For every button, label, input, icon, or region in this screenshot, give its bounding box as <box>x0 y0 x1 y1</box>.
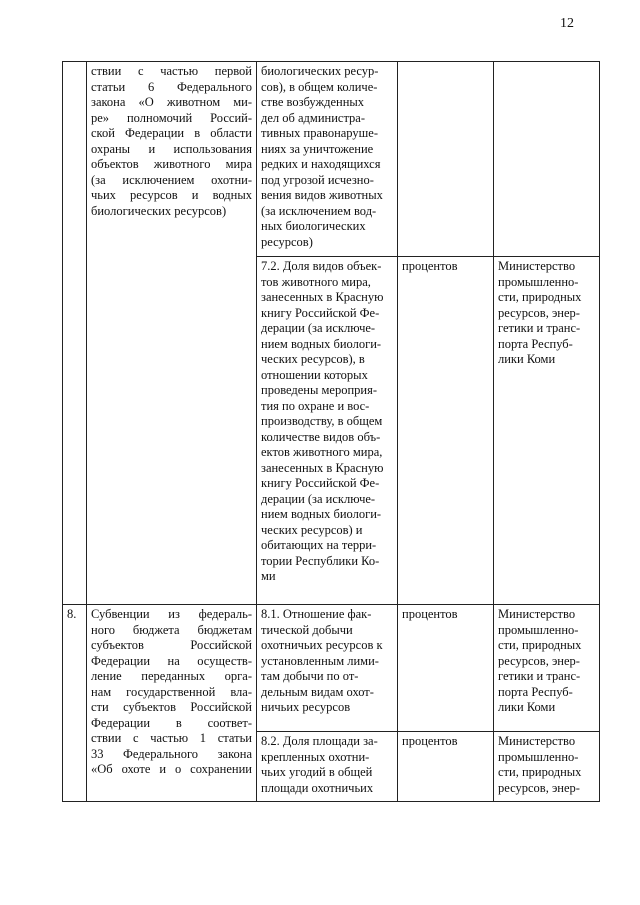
subvention-cell: Субвенции из федераль- ного бюджета бюджетам субъектов Российской Федерации на осуществ- ление переданных орга- нам государственной вла- сти субъектов Российской Федерации в соответ- ствии с частью 1 статьи 33 Федерального закона «Об охоте и о сохранении <box>87 605 257 802</box>
page-number: 12 <box>560 16 574 31</box>
row-number-cell <box>63 62 87 605</box>
unit-cell: процентов <box>398 605 494 732</box>
indicator-cell: 7.2. Доля видов объек- тов животного мира, занесенных в Красную книгу Российской Фе- дерации (за исключе- нием водных биологи- ческих ресурсов), в отношении которых проведены мероприя- тия по охране и вос- производству, в общем количестве видов объ- ектов животного мира, занесенных в Красную книгу Российской Фе- дерации (за исключе- нием водных биологи- ческих ресурсов) и обитающих на терри- тории Республики Ко- ми <box>257 257 398 605</box>
indicator-cell: биологических ресур- сов), в общем количе- стве возбужденных дел об администра- тивных правонаруше- ниях за уничтожение редких и находящихся под угрозой исчезно- вения видов животных (за исключением вод- ных биологических ресурсов) <box>257 62 398 257</box>
unit-cell: процентов <box>398 732 494 802</box>
indicator-cell: 8.2. Доля площади за- крепленных охотни- чьих угодий в общей площади охотничьих <box>257 732 398 802</box>
ministry-cell: Министерство промышленно- сти, природных ресурсов, энер- гетики и транс- порта Респуб- лики Коми <box>494 605 600 732</box>
indicators-table <box>62 61 600 802</box>
unit-cell: процентов <box>398 257 494 605</box>
row-number-cell: 8. <box>63 605 87 802</box>
ministry-cell: Министерство промышленно- сти, природных ресурсов, энер- <box>494 732 600 802</box>
table-row <box>63 605 600 732</box>
table-row <box>63 62 600 257</box>
subvention-cell: ствии с частью первой статьи 6 Федерального закона «О животном ми- ре» полномочий Россий- ской Федерации в области охраны и использования объектов животного мира (за исключением охотни- чьих ресурсов и водных биологических ресурсов) <box>87 62 257 605</box>
ministry-cell <box>494 62 600 257</box>
indicator-cell: 8.1. Отношение фак- тической добычи охотничьих ресурсов к установленным лими- там добычи по от- дельным видам охот- ничьих ресурсов <box>257 605 398 732</box>
ministry-cell: Министерство промышленно- сти, природных ресурсов, энер- гетики и транс- порта Респуб- лики Коми <box>494 257 600 605</box>
unit-cell <box>398 62 494 257</box>
